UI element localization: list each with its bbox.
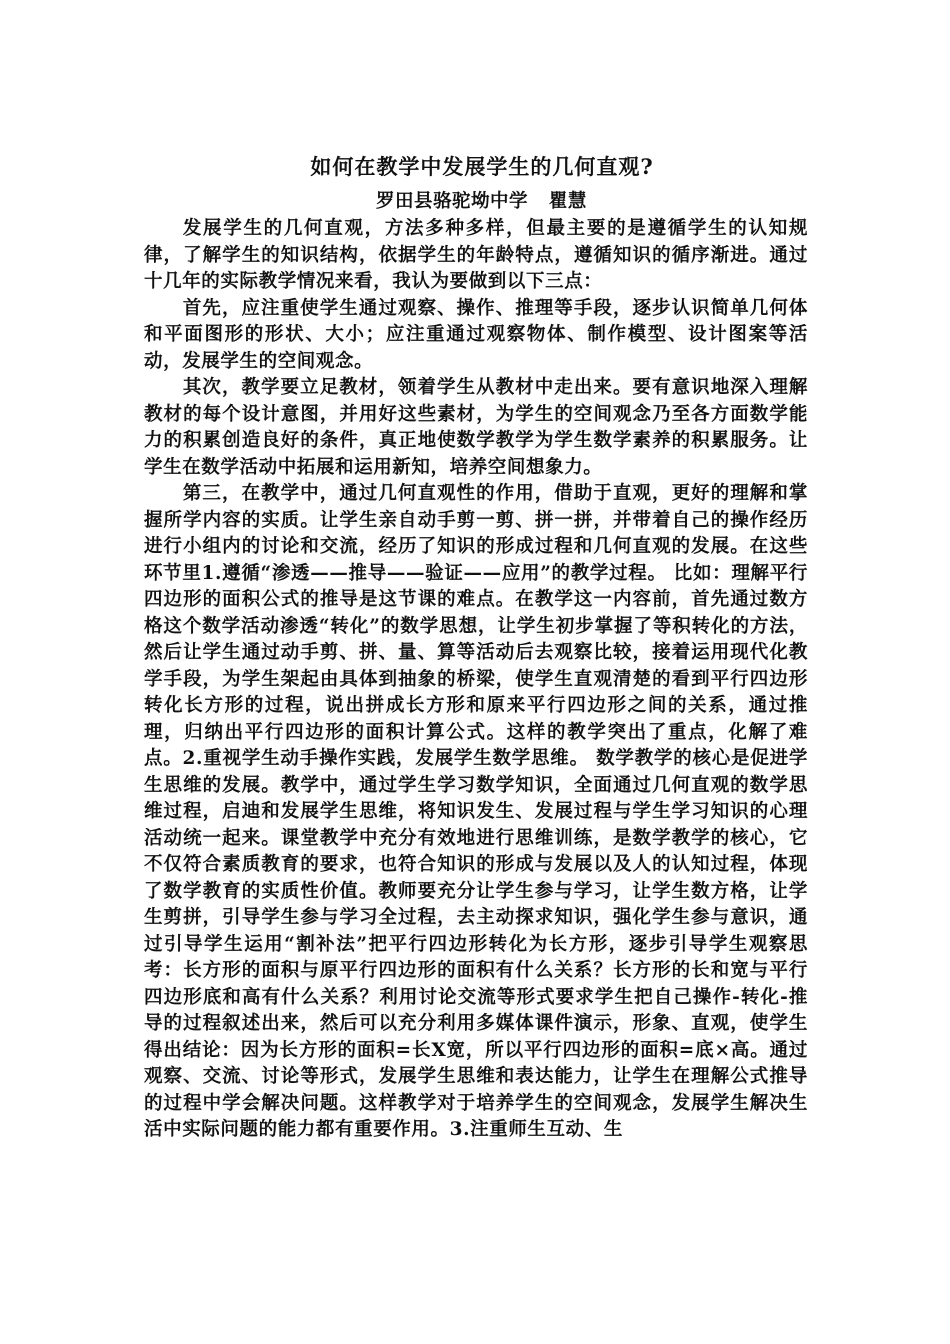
- paragraph-third-point: 第三，在教学中，通过几何直观性的作用，借助于直观，更好的理解和掌握所学内容的实质。让学生亲自动手剪一剪、拼一拼，并带着自己的操作经历进行小组内的讨论和交流，经历了知识的形成过程和几何直观的发展。在这些环节里1.遵循“渗透——推导——验证——应用”的教学过程。 比如：理解平行四边形的面积公式的推导是这节课的难点。在教学这一内容前，首先通过数方格这个数学活动渗透“转化”的数学思想，让学生初步掌握了等积转化的方法，然后让学生通过动手剪、拼、量、算等活动后去观察比较，接着运用现代化教学手段，为学生架起由具体到抽象的桥梁，使学生直观清楚的看到平行四边形转化长方形的过程，说出拼成长方形和原来平行四边形之间的关系，通过推理，归纳出平行四边形的面积计算公式。这样的教学突出了重点，化解了难点。2.重视学生动手操作实践，发展学生数学思维。 数学教学的核心是促进学生思维的发展。教学中，通过学生学习数学知识，全面通过几何直观的数学思维过程，启迪和发展学生思维，将知识发生、发展过程与学生学习知识的心理活动统一起来。课堂教学中充分有效地进行思维训练，是数学教学的核心，它不仅符合素质教育的要求，也符合知识的形成与发展以及人的认知过程，体现了数学教育的实质性价值。教师要充分让学生参与学习，让学生数方格，让学生剪拼，引导学生参与学习全过程，去主动探求知识，强化学生参与意识，通过引导学生运用“割补法”把平行四边形转化为长方形，逐步引导学生观察思考：长方形的面积与原平行四边形的面积有什么关系？长方形的长和宽与平行四边形底和高有什么关系？利用讨论交流等形式要求学生把自己操作-转化-推导的过程叙述出来，然后可以充分利用多媒体课件演示，形象、直观，使学生得出结论：因为长方形的面积=长Χ宽，所以平行四边形的面积=底×高。通过观察、交流、讨论等形式，发展学生思维和表达能力，让学生在理解公式推导的过程中学会解决问题。这样教学对于培养学生的空间观念，发展学生解决生活中实际问题的能力都有重要作用。3.注重师生互动、生: [144, 483, 808, 1140]
- paragraph-intro: 发展学生的几何直观，方法多种多样，但最主要的是遵循学生的认知规律，了解学生的知识结构，依据学生的年龄特点，遵循知识的循序渐进。通过十几年的实际教学情况来看，我认为要做到以下三点：: [144, 218, 808, 292]
- document-page: [144, 152, 808, 1144]
- author-line: 罗田县骆驼坳中学 瞿慧: [376, 191, 587, 212]
- paragraph-second-point: 其次，教学要立足教材，领着学生从教材中走出来。要有意识地深入理解教材的每个设计意图，并用好这些素材，为学生的空间观念乃至各方面数学能力的积累创造良好的条件，真正地使数学教学为学生数学素养的积累服务。让学生在数学活动中拓展和运用新知，培养空间想象力。: [144, 377, 808, 478]
- document-title: 如何在教学中发展学生的几何直观?: [310, 154, 654, 179]
- paragraph-first-point: 首先，应注重使学生通过观察、操作、推理等手段，逐步认识简单几何体和平面图形的形状、大小；应注重通过观察物体、制作模型、设计图案等活动，发展学生的空间观念。: [144, 297, 808, 372]
